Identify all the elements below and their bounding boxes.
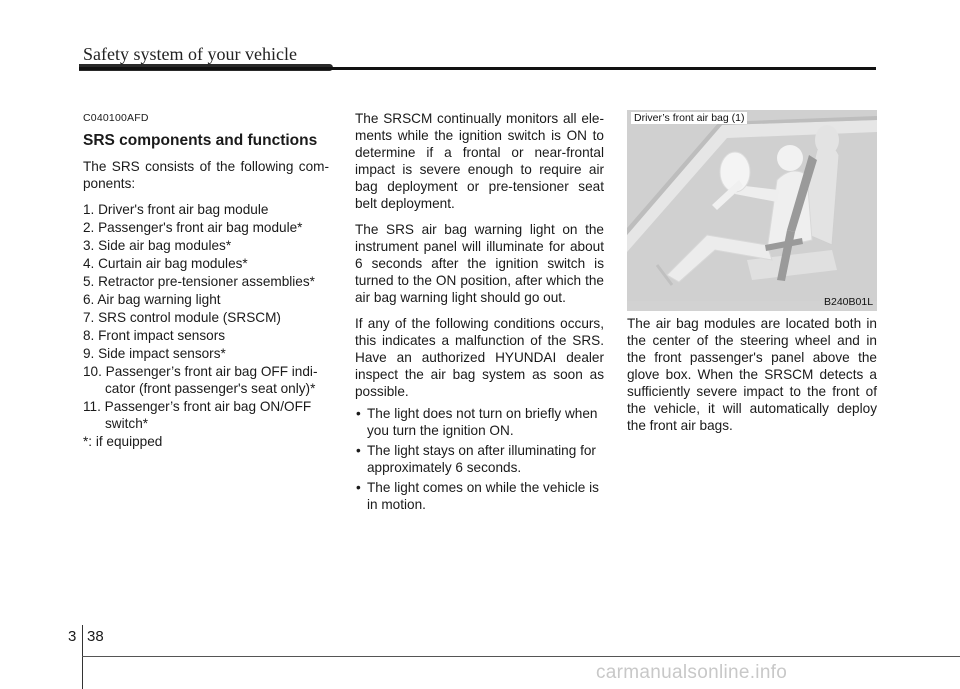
- intro-paragraph: The SRS consists of the following com-ponents:: [83, 159, 329, 191]
- watermark-text: carmanualsonline.info: [596, 662, 788, 683]
- footer-vertical-rule: [82, 625, 83, 689]
- page-header-title: Safety system of your vehicle: [83, 44, 297, 64]
- paragraph-warning-light: The SRS air bag warning light on the instrument panel will illuminate for about 6 seconds after the ignition switch is turned to the ON position, after which the air bag warning light should go out.: [355, 222, 604, 305]
- list-item: 6. Air bag warning light: [83, 292, 221, 307]
- section-code: C040100AFD: [83, 112, 149, 124]
- section-heading: SRS components and functions: [83, 132, 318, 149]
- list-item: 1. Driver's front air bag module: [83, 202, 269, 217]
- paragraph-malfunction: If any of the following conditions occurs, this indicates a malfunction of the SRS. Have an authorized HYUNDAI dealer inspect the air bag system as soon as possible.: [355, 316, 604, 399]
- list-item: 4. Curtain air bag modules*: [83, 256, 248, 271]
- list-item: 5. Retractor pre-tensioner assemblies*: [83, 274, 315, 289]
- chapter-number: 3: [68, 628, 77, 645]
- list-item: 8. Front impact sensors: [83, 328, 226, 343]
- list-item: 2. Passenger's front air bag module*: [83, 220, 303, 235]
- header-rule: [79, 67, 876, 70]
- list-item: 3. Side air bag modules*: [83, 238, 232, 253]
- list-item: 11. Passenger’s front air bag ON/OFF switch*: [83, 399, 312, 431]
- bullet-item: • The light stays on after illuminating for approximately 6 seconds.: [355, 442, 604, 476]
- list-item: 7. SRS control module (SRSCM): [83, 310, 281, 325]
- bullet-item: • The light comes on while the vehicle is in motion.: [355, 479, 604, 513]
- page-number: 38: [87, 628, 104, 645]
- figure-caption: Driver’s front air bag (1): [631, 112, 747, 124]
- list-item: 9. Side impact sensors*: [83, 346, 226, 361]
- footer-rule: [82, 656, 960, 657]
- driver-airbag-icon: [627, 110, 877, 301]
- bullet-item: • The light does not turn on briefly when you turn the ignition ON.: [355, 405, 604, 439]
- figure-code: B240B01L: [824, 296, 874, 308]
- components-list: [83, 201, 329, 450]
- column-components: [83, 110, 329, 451]
- malfunction-list: [355, 405, 604, 513]
- column-locations: [627, 315, 877, 443]
- column-monitoring: [355, 110, 604, 516]
- airbag-illustration: [627, 110, 877, 311]
- footnote: *: if equipped: [83, 434, 163, 449]
- paragraph-srscm: The SRSCM continually monitors all ele-ments while the ignition switch is ON to determine if a frontal or near-frontal impact is severe enough to require air bag deployment or pre-tensioner seat belt deployment.: [355, 111, 604, 211]
- list-item: 10. Passenger’s front air bag OFF indi-cator (front passenger's seat only)*: [83, 364, 318, 396]
- paragraph-airbag-location: The air bag modules are located both in the center of the steering wheel and in the front passenger's panel above the glove box. When the SRSCM detects a sufficiently severe impact to the front of the vehicle, it will automatically deploy the front air bags.: [627, 316, 877, 433]
